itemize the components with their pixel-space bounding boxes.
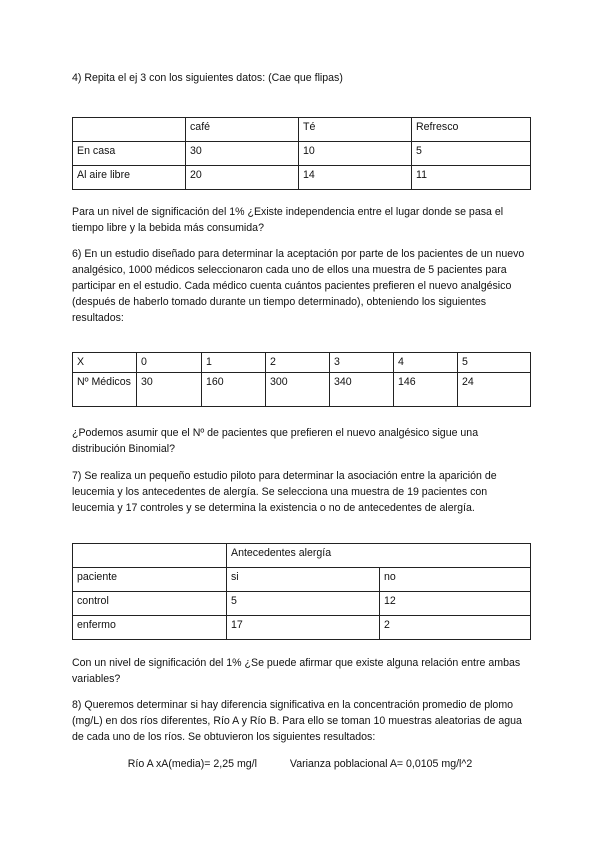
table-cell: 2 (380, 616, 531, 640)
table-cell: no (380, 568, 531, 592)
table-cell: paciente (73, 568, 227, 592)
table-cell: 0 (137, 353, 202, 373)
q8-line-b: Varianza poblacional A= 0,0105 mg/l^2 (289, 758, 473, 770)
table-cell: 3 (330, 353, 394, 373)
table-cell: 5 (227, 592, 380, 616)
table-cell: 2 (266, 353, 330, 373)
table-row (73, 568, 531, 592)
table-row (73, 142, 531, 166)
q4-table (72, 117, 531, 190)
q7-text: 7) Se realiza un pequeño estudio piloto para determinar la asociación entre la aparición de leucemia y los antecedentes de alergía. Se selecciona una muestra de 19 pacientes con leucemia y 17 controles y se determina la existencia o no de antecedentes de alergía. (72, 470, 497, 514)
q6-question: ¿Podemos asumir que el Nº de pacientes que prefieren el nuevo analgésico sigue una distribución Binomial? (72, 427, 479, 455)
table-cell: 300 (266, 373, 330, 407)
table-row (73, 544, 531, 568)
q7-question: Con un nivel de significación del 1% ¿Se puede afirmar que existe alguna relación entre ambas variables? (72, 657, 521, 685)
q7-table (72, 543, 531, 640)
table-cell: 14 (299, 166, 412, 190)
table-row (73, 166, 531, 190)
table-cell (73, 544, 227, 568)
table-cell: control (73, 592, 227, 616)
table-cell: Nº Médicos (73, 373, 137, 407)
table-row (73, 592, 531, 616)
table-cell: Té (299, 118, 412, 142)
table-cell: 146 (394, 373, 458, 407)
table-cell: si (227, 568, 380, 592)
table-row (73, 118, 531, 142)
table-cell: 11 (412, 166, 531, 190)
table-cell: 5 (412, 142, 531, 166)
table-cell: 24 (458, 373, 531, 407)
table-cell: En casa (73, 142, 186, 166)
q6-text: 6) En un estudio diseñado para determinar la aceptación por parte de los pacientes de un nuevo analgésico, 1000 médicos seleccionaron cada uno de ellos una muestra de 5 pacientes para participar en el estudio. Cada médico cuenta cuántos pacientes prefieren el nuevo analgésico (después de haberlo tomado durante un tiempo determinado), obteniendo los siguientes resultados: (72, 248, 525, 324)
table-cell: 20 (186, 166, 299, 190)
table-row (73, 373, 531, 407)
q4-question: Para un nivel de significación del 1% ¿Existe independencia entre el lugar donde se pasa el tiempo libre y la bebida más consumida? (72, 206, 504, 234)
table-cell: 12 (380, 592, 531, 616)
table-cell: X (73, 353, 137, 373)
table-cell: 160 (202, 373, 266, 407)
q8-line-a: Río A xA(media)= 2,25 mg/l (127, 758, 257, 770)
table-cell: 340 (330, 373, 394, 407)
table-cell: café (186, 118, 299, 142)
table-row (73, 616, 531, 640)
table-cell: Antecedentes alergía (227, 544, 531, 568)
q8-text: 8) Queremos determinar si hay diferencia significativa en la concentración promedio de plomo (mg/L) en dos ríos diferentes, Río A y Río B. Para ello se toman 10 muestras aleatorias de agua de cada uno de los ríos. Se obtuvieron los siguientes resultados: (72, 699, 522, 743)
table-cell: 10 (299, 142, 412, 166)
q6-table (72, 352, 531, 407)
table-cell (73, 118, 186, 142)
table-cell: Al aire libre (73, 166, 186, 190)
q4-heading: 4) Repita el ej 3 con los siguientes datos: (Cae que flipas) (72, 72, 343, 84)
table-cell: 30 (137, 373, 202, 407)
table-cell: 4 (394, 353, 458, 373)
table-row (73, 353, 531, 373)
table-cell: Refresco (412, 118, 531, 142)
q8-results-line (0, 756, 600, 772)
table-cell: 30 (186, 142, 299, 166)
table-cell: 1 (202, 353, 266, 373)
table-cell: 5 (458, 353, 531, 373)
table-cell: 17 (227, 616, 380, 640)
table-cell: enfermo (73, 616, 227, 640)
